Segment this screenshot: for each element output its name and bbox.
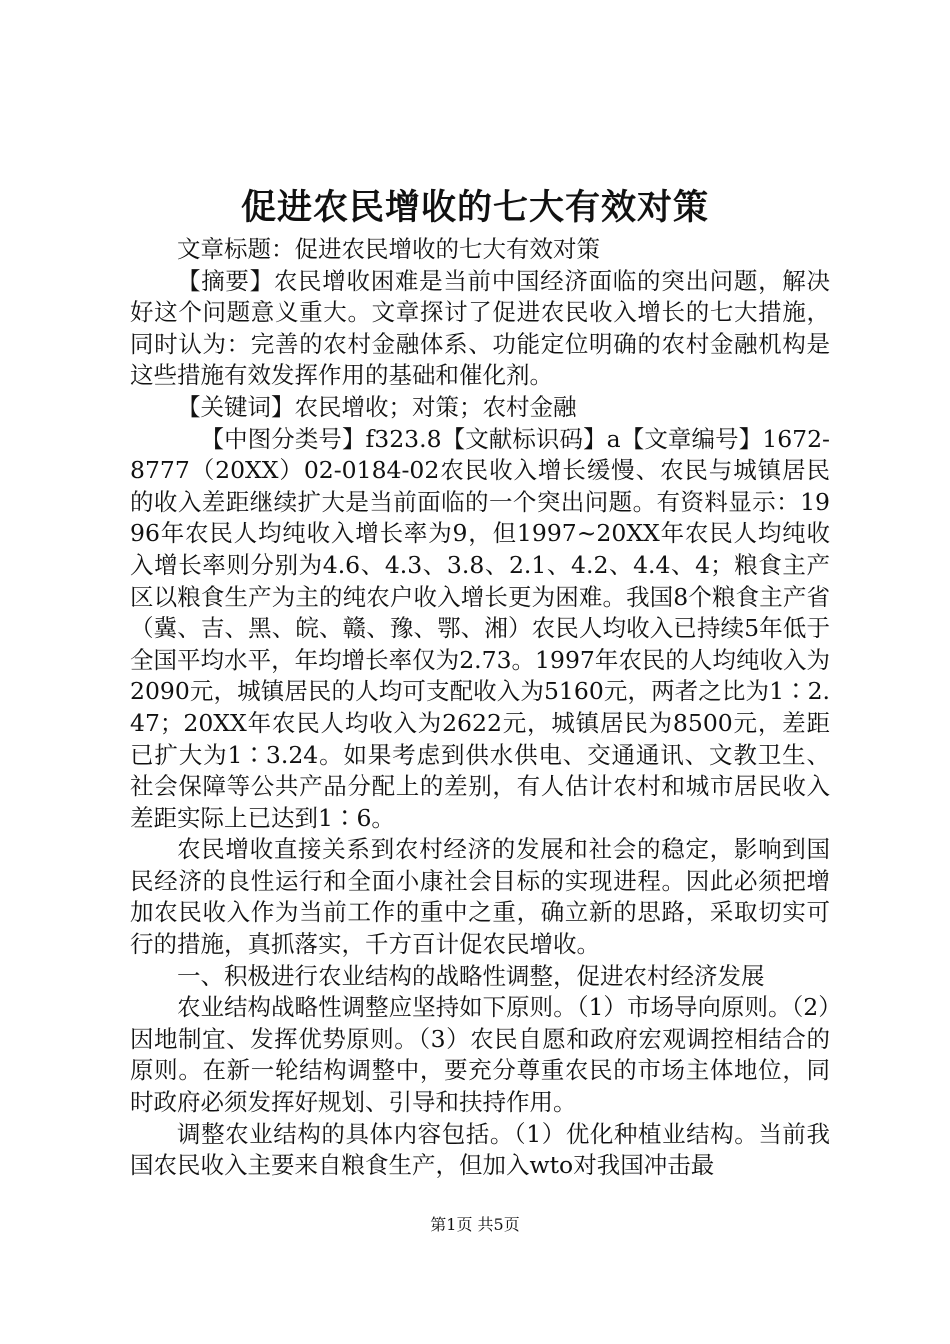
- body-paragraph: 农民增收直接关系到农村经济的发展和社会的稳定，影响到国民经济的良性运行和全面小康社会目标的实现进程。因此必须把增加农民收入作为当前工作的重中之重，确立新的思路，采取切实可行的措施，真抓落实，千方百计促农民增收。: [130, 835, 830, 959]
- classification-paragraph: 【中图分类号】f323.8【文献标识码】a【文章编号】1672-8777（20XX）02-0184-02农民收入增长缓慢、农民与城镇居民的收入差距继续扩大是当前面临的一个突出问题。有资料显示：1996年农民人均纯收入增长率为9，但1997~20XX年农民人均纯收入增长率则分别为4.6、4.3、3.8、2.1、4.2、4.4、4；粮食主产区以粮食生产为主的纯农户收入增长更为困难。我国8个粮食主产省（冀、吉、黑、皖、赣、豫、鄂、湘）农民人均收入已持续5年低于全国平均水平，年均增长率仅为2.73。1997年农民的人均纯收入为2090元，城镇居民的人均可支配收入为5160元，两者之比为1∶2.47；20XX年农民人均收入为2622元，城镇居民为8500元，差距已扩大为1∶3.24。如果考虑到供水供电、交通通讯、文教卫生、社会保障等公共产品分配上的差别，有人估计农村和城市居民收入差距实际上已达到1∶6。: [130, 424, 830, 832]
- section-heading: 一、积极进行农业结构的战略性调整，促进农村经济发展: [177, 961, 765, 990]
- abstract-paragraph: 【摘要】农民增收困难是当前中国经济面临的突出问题，解决好这个问题意义重大。文章探讨了促进农民收入增长的七大措施，同时认为：完善的农村金融体系、功能定位明确的农村金融机构是这些措施有效发挥作用的基础和催化剂。: [130, 266, 830, 390]
- keywords-paragraph: 【关键词】农民增收；对策；农村金融: [177, 392, 577, 421]
- article-title-line: 文章标题：促进农民增收的七大有效对策: [177, 235, 600, 263]
- body-paragraph: 农业结构战略性调整应坚持如下原则。（1）市场导向原则。（2）因地制宜、发挥优势原则。（3）农民自愿和政府宏观调控相结合的原则。在新一轮结构调整中，要充分尊重农民的市场主体地位，同时政府必须发挥好规划、引导和扶持作用。: [130, 993, 830, 1117]
- body-paragraph: 调整农业结构的具体内容包括。（1）优化种植业结构。当前我国农民收入主要来自粮食生产，但加入wto对我国冲击最: [130, 1119, 830, 1180]
- document-body: [130, 234, 830, 1182]
- document-title: 促进农民增收的七大有效对策: [240, 187, 709, 228]
- page-footer: 第1页 共5页: [430, 1215, 520, 1234]
